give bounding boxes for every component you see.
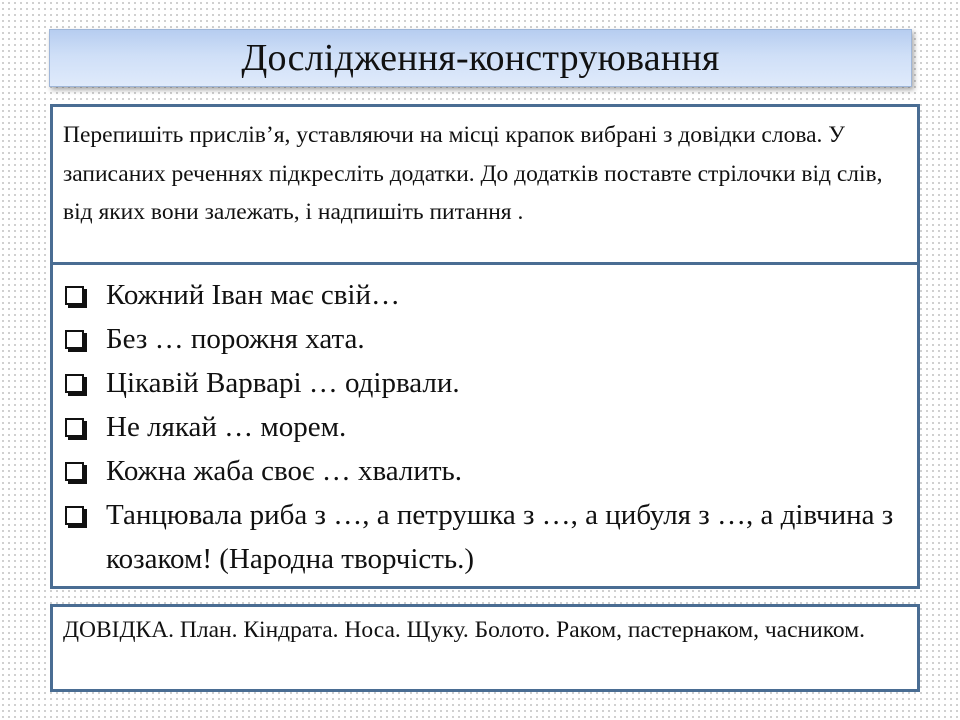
checkbox-icon <box>65 462 84 481</box>
proverb-text: Цікавій Варварі … одірвали. <box>106 367 460 399</box>
list-item <box>65 405 907 449</box>
list-item <box>65 493 907 581</box>
proverb-text: Без … порожня хата. <box>106 323 365 355</box>
proverb-text: Кожна жаба своє … хвалить. <box>106 455 463 487</box>
instruction-text: Перепишіть прислів’я, уставляючи на місці крапок вибрані з довідки слова. У записаних реченнях підкресліть додатки. До додатків поставте стрілочки від слів, від яких вони залежать, і надпишіть питання . <box>63 122 883 225</box>
instruction-panel <box>50 104 920 264</box>
proverb-list <box>65 273 907 581</box>
proverb-text: Кожний Іван має свій… <box>106 279 400 311</box>
reference-panel <box>50 604 920 692</box>
list-item <box>65 449 907 493</box>
checkbox-icon <box>65 418 84 437</box>
list-item <box>65 273 907 317</box>
checkbox-icon <box>65 506 84 525</box>
list-item <box>65 317 907 361</box>
proverb-list-panel <box>50 262 920 589</box>
slide-title: Дослідження-конструювання <box>241 37 720 79</box>
reference-text: ДОВІДКА. План. Кіндрата. Носа. Щуку. Болото. Раком, пастернаком, часником. <box>63 617 865 643</box>
list-item <box>65 361 907 405</box>
checkbox-icon <box>65 374 84 393</box>
checkbox-icon <box>65 330 84 349</box>
proverb-text: Танцювала риба з …, а петрушка з …, а цибуля з …, а дівчина з козаком! (Народна творчість.) <box>106 499 894 575</box>
checkbox-icon <box>65 286 84 305</box>
slide-title-banner <box>49 29 912 87</box>
proverb-text: Не лякай … морем. <box>106 411 347 443</box>
